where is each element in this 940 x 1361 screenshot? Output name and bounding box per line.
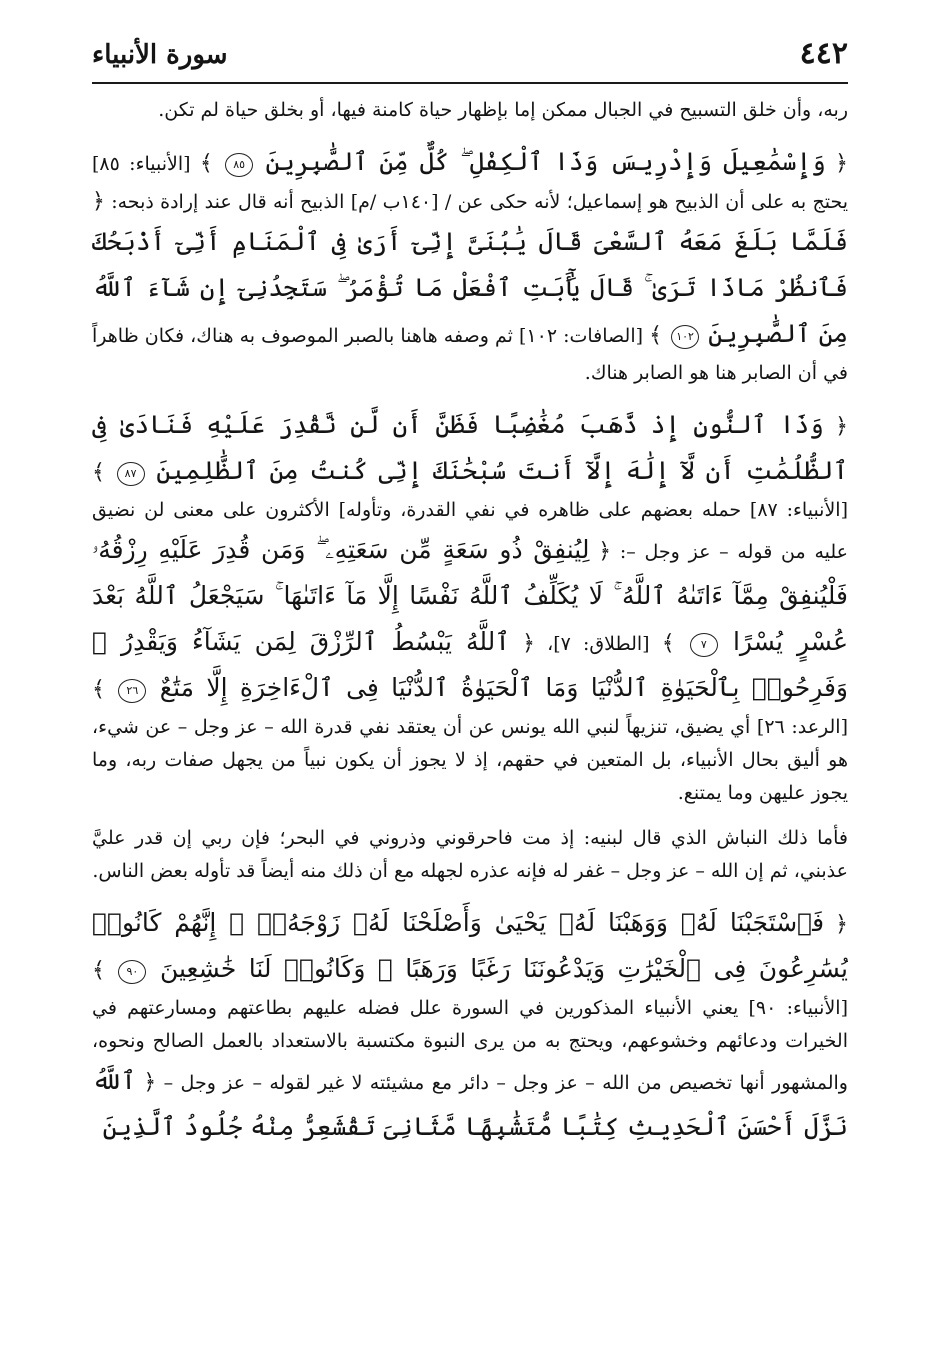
- quran-open-bracket: ﴿: [598, 539, 612, 564]
- paragraph-1: [92, 94, 848, 127]
- quran-close-bracket: ﴾: [649, 323, 662, 348]
- ayah-number: ٨٥: [225, 153, 253, 177]
- ayah-number: ٨٧: [117, 462, 145, 486]
- commentary-text: حمله بعضهم على ظاهره في نفي القدرة، وتأوله] الأكثرون على معنى لن نضيق عليه من قوله – عز وجل –:: [92, 499, 848, 563]
- commentary-text: [الرعد: ٢٦] أي يضيق، تنزيهاً لنبي الله يونس عن أن يعتقد نفي قدرة الله – عز وجل – عن شيء، هو أليق بحال الأنبياء، بل المتعين في حقهم، إذ لا يجوز أن يكون نبياً من يجهل صفات ربه، وما يجوز عليهن وما يمتنع.: [92, 716, 848, 804]
- quran-verse: وَذَا ٱلنُّونِ إِذ ذَّهَبَ مُغَٰضِبًا فَظَنَّ أَن لَّن نَّقْدِرَ عَلَيْهِ فَنَادَىٰ فِى ٱلظُّلُمَٰتِ أَن لَّآ إِلَٰهَ إِلَّآ أَنتَ سُبْحَٰنَكَ إِنِّى كُنتُ مِنَ ٱلظَّٰلِمِينَ: [92, 410, 848, 485]
- quran-open-bracket: ﴿: [522, 631, 535, 656]
- quran-open-bracket: ﴿: [835, 912, 848, 937]
- quran-verse: فَلَمَّا بَلَغَ مَعَهُ ٱلسَّعْىَ قَالَ يَٰبُنَىَّ إِنِّىٓ أَرَىٰ فِى ٱلْمَنَامِ أَنِّىٓ أَذْبَحُكَ فَٱنظُرْ مَاذَا تَرَىٰ ۚ قَالَ يَٰٓأَبَتِ ٱفْعَلْ مَا تُؤْمَرُ ۖ سَتَجِدُنِىٓ إِن شَآءَ ٱللَّهُ مِنَ ٱلصَّٰبِرِينَ: [92, 227, 848, 348]
- paragraph-3: [92, 402, 848, 810]
- page-number: ٤٤٢: [799, 36, 848, 71]
- quran-open-bracket: ﴿: [835, 414, 848, 439]
- page-body: [92, 94, 848, 1334]
- verse-reference: [الأنبياء: ٨٥]: [92, 153, 191, 175]
- quran-verse: فَٱسْتَجَبْنَا لَهُۥ وَوَهَبْنَا لَهُۥ يَحْيَىٰ وَأَصْلَحْنَا لَهُۥ زَوْجَهُۥٓ ۚ إِنَّهُمْ كَانُوا۟ يُسَٰرِعُونَ فِى ٱلْخَيْرَٰتِ وَيَدْعُونَنَا رَغَبًا وَرَهَبًا ۖ وَكَانُوا۟ لَنَا خَٰشِعِينَ: [92, 908, 848, 983]
- commentary-text: يحتج به على أن الذبيح هو إسماعيل؛ لأنه حكى عن / [١٤٠ب /م] الذبيح أنه قال عند إرادة ذبحه:: [111, 191, 848, 213]
- ayah-number: ٢٦: [118, 679, 146, 703]
- paragraph-5: [92, 900, 848, 1150]
- quran-verse: ٱللَّهُ يَبْسُطُ ٱلرِّزْقَ لِمَن يَشَآءُ وَيَقْدِرُ ۚ وَفَرِحُوا۟ بِٱلْحَيَوٰةِ ٱلدُّنْيَا وَمَا ٱلْحَيَوٰةُ ٱلدُّنْيَا فِى ٱلْءَاخِرَةِ إِلَّا مَتَٰعٌ: [92, 627, 848, 702]
- quran-verse: ٱللَّهُ نَزَّلَ أَحْسَنَ ٱلْحَدِيثِ كِتَٰبًا مُّتَشَٰبِهًا مَّثَانِىَ تَقْشَعِرُّ مِنْهُ جُلُودُ ٱلَّذِينَ: [92, 1066, 848, 1141]
- paragraph-text: ربه، وأن خلق التسبيح في الجبال ممكن إما بإظهار حياة كامنة فيها، أو بخلق حياة لم تكن.: [158, 99, 848, 121]
- ayah-number: ٧: [690, 633, 718, 657]
- quran-close-bracket: ﴾: [92, 460, 105, 485]
- paragraph-text: فأما ذلك النباش الذي قال لبنيه: إذ مت فاحرقوني وذروني في البحر؛ فإن ربي إن قدر عليَّ عذبني، ثم إن الله – عز وجل – غفر له فإنه عذره لجهله مع أن ذلك منه أيضاً قد تأوله بعض الناس.: [92, 827, 848, 882]
- paragraph-4: [92, 822, 848, 888]
- verse-reference: [الأنبياء: ٨٧]: [749, 499, 848, 521]
- page-header: [92, 30, 848, 84]
- verse-reference: [الطلاق: ٧]،: [547, 633, 650, 655]
- quran-open-bracket: ﴿: [92, 189, 105, 214]
- commentary-text: [الصافات: ١٠٢] ثم وصفه هاهنا بالصبر الموصوف به هناك، فكان ظاهراً في أن الصابر هنا هو الصابر هناك.: [92, 325, 848, 384]
- commentary-text: [الأنبياء: ٩٠] يعني الأنبياء المذكورين في السورة علل فضله عليهم بطاعتهم ومسارعتهم في الخيرات ودعائهم وخشوعهم، ويحتج به من يرى النبوة مكتسبة بالاستعداد بالعمل الصالح ونحوه، والمشهور أنها تخصيص من الله – عز وجل – دائر مع مشيئته لا غير لقوله – عز وجل –: [92, 997, 848, 1094]
- quran-close-bracket: ﴾: [92, 677, 105, 702]
- quran-verse: لِيُنفِقْ ذُو سَعَةٍ مِّن سَعَتِهِۦ ۖ وَمَن قُدِرَ عَلَيْهِ رِزْقُهُۥ فَلْيُنفِقْ مِمَّآ ءَاتَىٰهُ ٱللَّهُ ۚ لَا يُكَلِّفُ ٱللَّهُ نَفْسًا إِلَّا مَآ ءَاتَىٰهَا ۚ سَيَجْعَلُ ٱللَّهُ بَعْدَ عُسْرٍ يُسْرًا: [92, 535, 848, 656]
- quran-open-bracket: ﴿: [143, 1070, 157, 1095]
- ayah-number: ٩٠: [118, 960, 146, 984]
- quran-close-bracket: ﴾: [661, 631, 675, 656]
- quran-verse: وَإِسْمَٰعِيلَ وَإِدْرِيسَ وَذَا ٱلْكِفْلِ ۖ كُلٌّ مِّنَ ٱلصَّٰبِرِينَ: [265, 147, 826, 176]
- surah-title: سورة الأنبياء: [92, 40, 228, 70]
- quran-close-bracket: ﴾: [92, 958, 105, 983]
- ayah-number: ١٠٢: [671, 325, 699, 349]
- quran-open-bracket: ﴿: [835, 151, 848, 176]
- quran-close-bracket: ﴾: [199, 151, 213, 176]
- paragraph-2: [92, 139, 848, 390]
